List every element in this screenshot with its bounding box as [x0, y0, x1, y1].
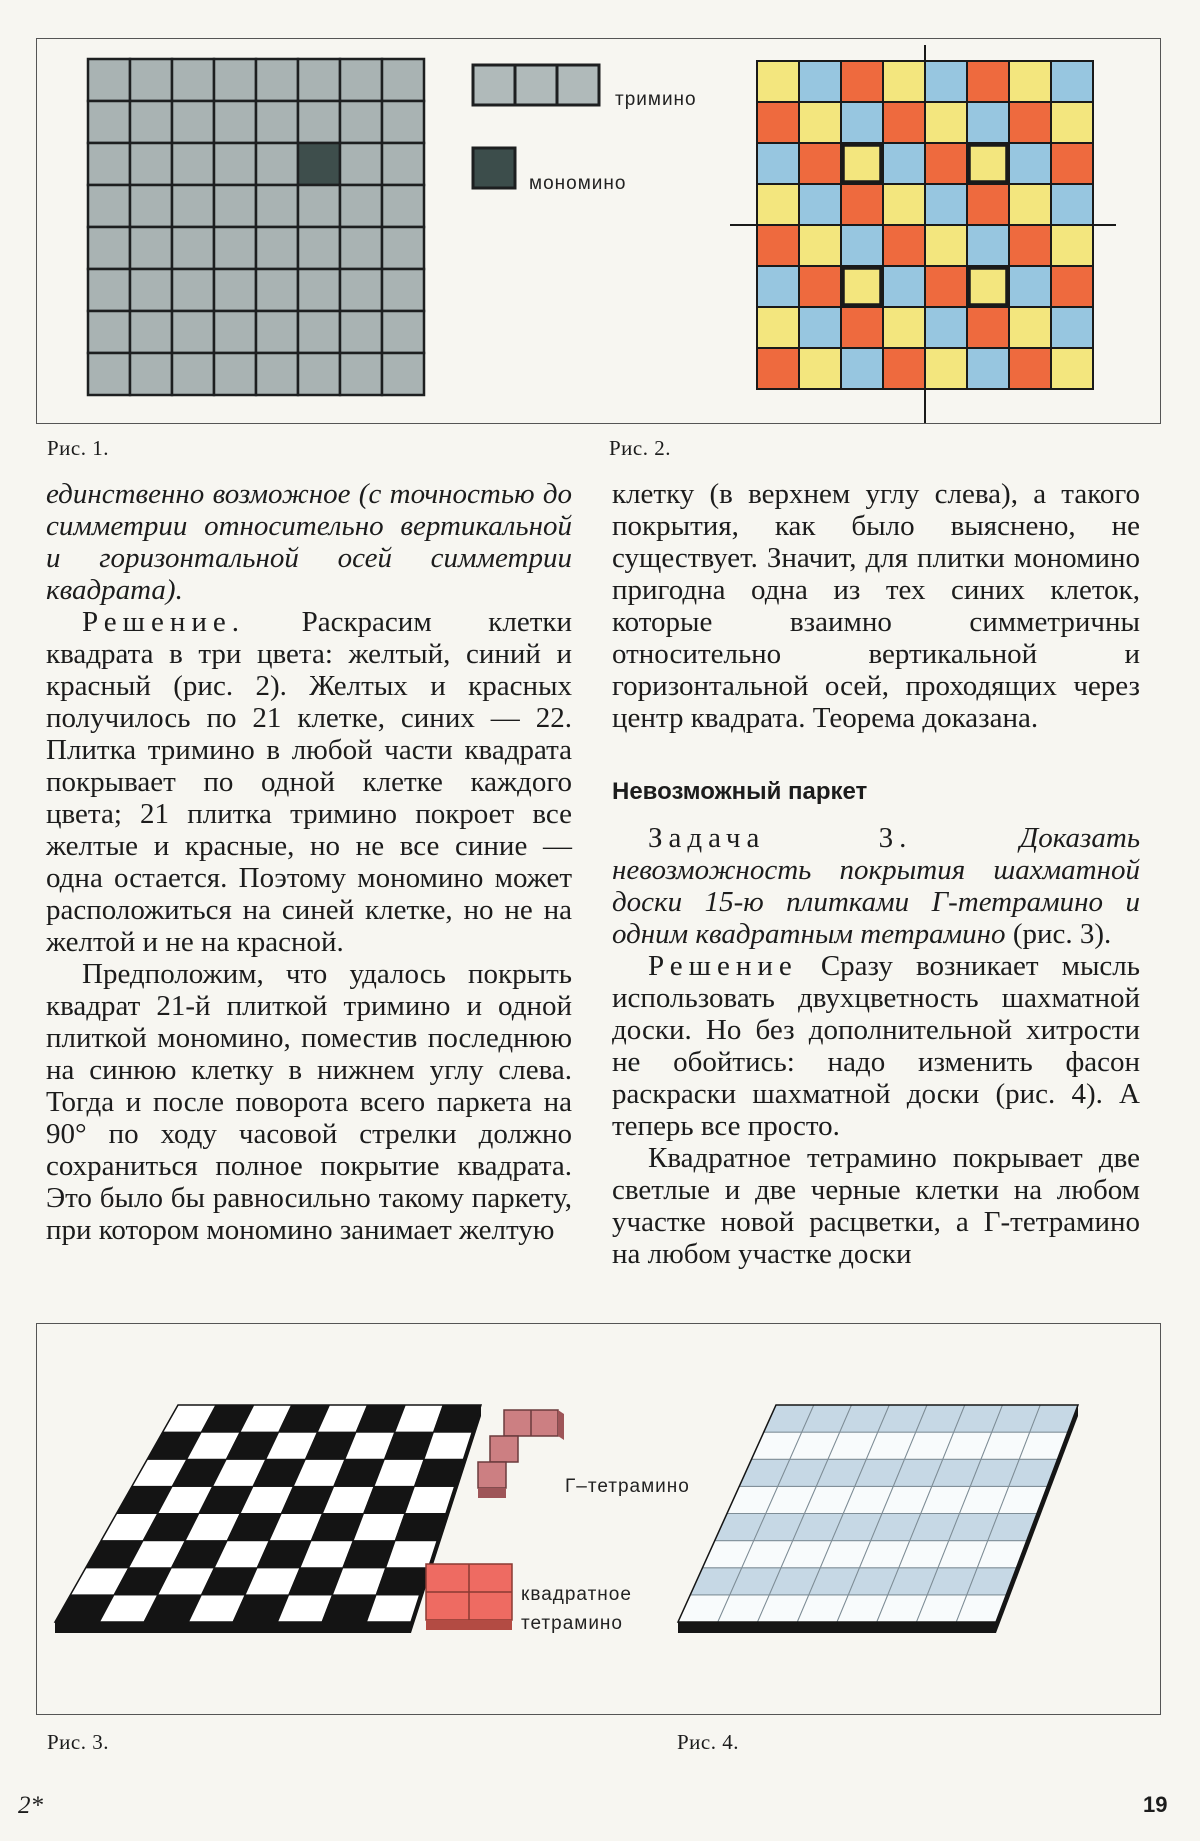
monomino-piece	[472, 147, 516, 189]
board-cell	[88, 143, 130, 185]
board-cell	[382, 59, 424, 101]
colored-cell	[841, 307, 883, 348]
board-cell	[214, 59, 256, 101]
monomino-cell	[298, 143, 340, 185]
solution-paragraph	[46, 606, 572, 958]
printer-signature: 2*	[18, 1792, 43, 1819]
board-cell	[130, 311, 172, 353]
task-reference: (рис. 3).	[1012, 918, 1112, 950]
colored-cell	[925, 266, 967, 307]
colored-cell	[925, 307, 967, 348]
board-cell	[88, 101, 130, 143]
monomino-label: мономино	[529, 173, 627, 194]
board-cell	[130, 353, 172, 395]
board-cell	[172, 269, 214, 311]
board-cell	[298, 59, 340, 101]
colored-cell	[1051, 143, 1093, 184]
board-cell	[88, 353, 130, 395]
colored-cell	[967, 225, 1009, 266]
square-tetramino-label-line2: тетрамино	[521, 1613, 623, 1634]
colored-cell	[757, 143, 799, 184]
board-cell	[256, 101, 298, 143]
board-cell	[172, 227, 214, 269]
colored-cell	[757, 61, 799, 102]
intro-italic-text: единственно возможное (с точностью до симметрии относительно вертикальной и горизонтальной осей симметрии квадрата).	[46, 478, 572, 606]
colored-cell	[967, 61, 1009, 102]
solution-label-2: Решение	[648, 950, 798, 982]
figure-1-board	[86, 57, 430, 399]
board-cell	[172, 59, 214, 101]
board-cell	[382, 353, 424, 395]
board-cell	[340, 353, 382, 395]
colored-cell	[757, 102, 799, 143]
page-number: 19	[1143, 1792, 1168, 1817]
board-cell	[340, 185, 382, 227]
colored-cell	[967, 307, 1009, 348]
board-cell	[382, 185, 424, 227]
board-cell	[382, 143, 424, 185]
trimino-cell	[515, 65, 557, 105]
figure-2-caption: Рис. 2.	[609, 436, 671, 460]
colored-cell	[1051, 61, 1093, 102]
board-cell	[340, 311, 382, 353]
colored-cell	[925, 102, 967, 143]
colored-cell	[757, 307, 799, 348]
board-cell	[214, 311, 256, 353]
colored-cell	[1051, 102, 1093, 143]
colored-cell	[967, 102, 1009, 143]
solution-paragraph-2	[612, 950, 1140, 1142]
colored-cell	[1009, 143, 1051, 184]
board-cell	[298, 185, 340, 227]
trimino-cell	[557, 65, 599, 105]
colored-cell	[1051, 307, 1093, 348]
colored-cell	[1009, 184, 1051, 225]
colored-cell	[1009, 266, 1051, 307]
board-cell	[382, 311, 424, 353]
colored-cell	[925, 143, 967, 184]
task-paragraph	[612, 822, 1140, 950]
colored-cell	[841, 143, 883, 184]
board-cell	[298, 311, 340, 353]
colored-cell	[799, 143, 841, 184]
solution-text-2: Сразу возникает мысль использовать двухцветность шахматной доски. Но без дополнительной хитрости не обойтись: надо изменить фасон раскраски шахматной доски (рис. 4). А теперь все просто.	[612, 950, 1140, 1142]
colored-cell	[841, 61, 883, 102]
board-cell	[172, 311, 214, 353]
recolor-front-edge	[678, 1622, 996, 1633]
colored-cell	[967, 143, 1009, 184]
board-cell	[298, 227, 340, 269]
board-cell	[382, 269, 424, 311]
task-label: Задача 3.	[648, 822, 913, 854]
board-cell	[130, 59, 172, 101]
board-cell	[88, 311, 130, 353]
board-cell	[298, 101, 340, 143]
tetramino-paragraph: Квадратное тетрамино покрывает две светлые и две черные клетки на любом участке новой расцветки, а Г-тетрамино на любом участке доски	[612, 1142, 1140, 1270]
colored-cell	[757, 266, 799, 307]
board-cell	[172, 101, 214, 143]
colored-cell	[883, 348, 925, 389]
colored-cell	[883, 143, 925, 184]
board-cell	[214, 143, 256, 185]
colored-cell	[925, 184, 967, 225]
colored-cell	[1051, 225, 1093, 266]
board-cell	[256, 311, 298, 353]
board-cell	[88, 185, 130, 227]
colored-cell	[967, 266, 1009, 307]
board-cell	[340, 143, 382, 185]
continuation-paragraph: клетку (в верхнем углу слева), а такого покрытия, как было выяснено, не существует. Значит, для плитки мономино пригодна одна из тех синих клеток, которые взаимно симметричны относительно вертикальной и горизонтальной осей, проходящих через центр квадрата. Теорема доказана.	[612, 478, 1140, 734]
board-cell	[88, 269, 130, 311]
colored-cell	[799, 184, 841, 225]
colored-cell	[841, 348, 883, 389]
colored-cell	[1009, 307, 1051, 348]
board-cell	[256, 185, 298, 227]
board-cell	[256, 227, 298, 269]
colored-cell	[1009, 348, 1051, 389]
board-cell	[340, 101, 382, 143]
colored-cell	[1051, 348, 1093, 389]
board-cell	[256, 353, 298, 395]
board-cell	[298, 269, 340, 311]
board-cell	[172, 353, 214, 395]
colored-cell	[1051, 184, 1093, 225]
colored-cell	[883, 184, 925, 225]
colored-cell	[925, 348, 967, 389]
task-text: Доказать невозможность покрытия шахматной доски 15-ю плитками Г-тетрамино и одним квадратным тетрамино	[612, 822, 1141, 950]
colored-cell	[757, 184, 799, 225]
g-tetramino-label: Г–тетрамино	[565, 1476, 690, 1497]
figure-3-caption: Рис. 3.	[47, 1730, 109, 1754]
colored-cell	[799, 102, 841, 143]
board-cell	[340, 269, 382, 311]
board-cell	[214, 227, 256, 269]
assumption-paragraph: Предположим, что удалось покрыть квадрат 21-й плиткой тримино и одной плиткой мономино, поместив последнюю на синюю клетку в нижнем углу слева. Тогда и после поворота всего паркета на 90° по ходу часовой стрелки должно сохраниться полное покрытие квадрата. Это было бы равносильно такому паркету, при котором мономино занимает желтую	[46, 958, 572, 1246]
right-text-column	[612, 478, 1140, 1270]
colored-cell	[799, 266, 841, 307]
board-cell	[214, 101, 256, 143]
colored-cell	[799, 61, 841, 102]
colored-cell	[1009, 102, 1051, 143]
colored-cell	[799, 225, 841, 266]
board-cell	[130, 143, 172, 185]
left-text-column	[46, 478, 572, 1246]
solution-label: Решение.	[82, 606, 245, 638]
trimino-piece	[472, 64, 600, 106]
board-cell	[256, 59, 298, 101]
board-cell	[298, 353, 340, 395]
colored-cell	[883, 225, 925, 266]
board-cell	[214, 185, 256, 227]
board-cell	[340, 59, 382, 101]
board-cell	[130, 227, 172, 269]
chess-front-edge	[55, 1622, 411, 1633]
square-tetramino-label-line1: квадратное	[521, 1584, 632, 1605]
figure-2-colored-board	[730, 45, 1116, 423]
colored-cell	[883, 61, 925, 102]
board-cell	[130, 185, 172, 227]
board-cell	[130, 101, 172, 143]
board-cell	[256, 269, 298, 311]
board-cell	[130, 269, 172, 311]
colored-cell	[1009, 61, 1051, 102]
trimino-cell	[473, 65, 515, 105]
board-cell	[382, 101, 424, 143]
colored-cell	[1051, 266, 1093, 307]
figure-4-recolored-board	[678, 1402, 1088, 1636]
figure-1-caption: Рис. 1.	[47, 436, 109, 460]
board-cell	[382, 227, 424, 269]
colored-cell	[883, 307, 925, 348]
colored-cell	[967, 184, 1009, 225]
colored-cell	[883, 102, 925, 143]
colored-cell	[757, 225, 799, 266]
trimino-label: тримино	[615, 89, 697, 110]
colored-cell	[799, 348, 841, 389]
board-cell	[214, 269, 256, 311]
colored-cell	[925, 61, 967, 102]
board-cell	[256, 143, 298, 185]
board-cell	[172, 185, 214, 227]
colored-cell	[841, 102, 883, 143]
board-cell	[340, 227, 382, 269]
figure-3-chessboard	[55, 1402, 485, 1636]
colored-cell	[883, 266, 925, 307]
section-heading: Невозможный паркет	[612, 778, 868, 805]
solution-text: Раскрасим клетки квадрата в три цвета: желтый, синий и красный (рис. 2). Желтых и красных получилось по 21 клетке, синих — 22. Плитка тримино в любой части квадрата покрывает по одной клетке каждого цвета; 21 плитка тримино покроет все желтые и красные, но не все синие — одна остается. Поэтому мономино может расположиться на синей клетке, но не на желтой и не на красной.	[46, 606, 572, 958]
colored-cell	[841, 225, 883, 266]
colored-cell	[841, 266, 883, 307]
colored-cell	[1009, 225, 1051, 266]
colored-cell	[841, 184, 883, 225]
board-cell	[88, 59, 130, 101]
board-cell	[88, 227, 130, 269]
colored-cell	[967, 348, 1009, 389]
colored-cell	[757, 348, 799, 389]
colored-cell	[925, 225, 967, 266]
square-tetramino-piece	[424, 1562, 518, 1634]
colored-cell	[799, 307, 841, 348]
board-cell	[172, 143, 214, 185]
board-cell	[214, 353, 256, 395]
figure-4-caption: Рис. 4.	[677, 1730, 739, 1754]
